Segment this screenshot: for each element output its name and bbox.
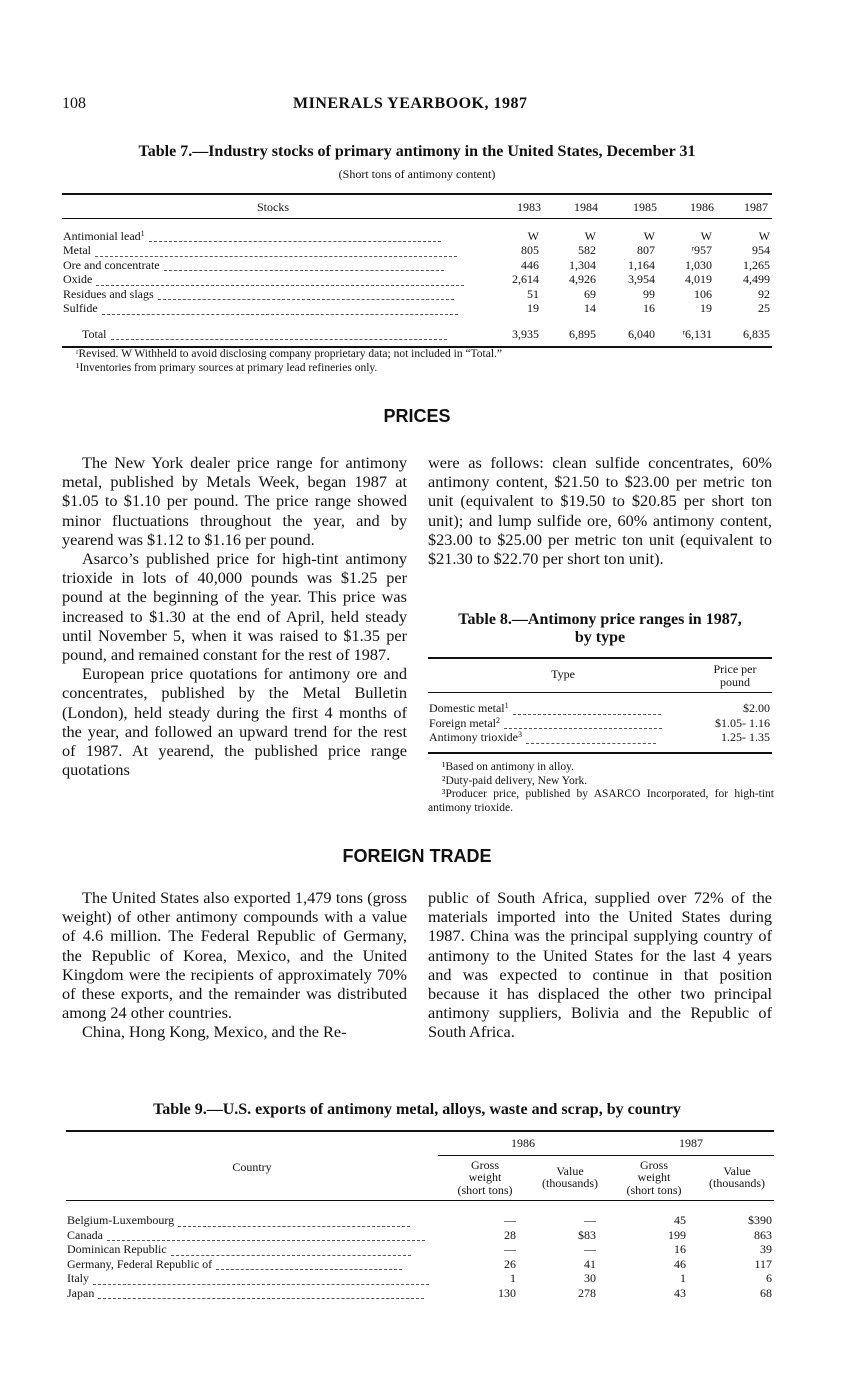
paragraph: were as follows: clean sulfide concentrates, 60% antimony content, $21.50 to $23.00 per metric ton unit (equivalent to $19.50 to $20.85 per short ton unit); and lump sulfide ore, 60% antimony content, $23.00 to $25.00 per metric ton unit (equivalent to $21.30 to $22.70 per short ton unit). — [428, 453, 772, 569]
footnote: ¹Based on antimony in alloy. — [442, 761, 575, 773]
paragraph: European price quotations for antimony ore and concentrates, published by the Metal Bulletin (London), held steady during the first 4 months of the year, and followed an upward trend for the rest of 1987. At yearend, the published price range quotations — [62, 664, 407, 780]
table-row: Germany, Federal Republic of 26 41 46 117 — [67, 1256, 772, 1271]
table-row: Canada 28 $83 199 863 — [67, 1227, 772, 1242]
table8-col-type: Type — [551, 667, 575, 682]
running-title: MINERALS YEARBOOK, 1987 — [293, 95, 528, 112]
table8-footnotes — [428, 761, 774, 815]
table-row: Ore and concentrate 446 1,304 1,164 1,030 1,265 — [63, 257, 770, 272]
table-row: Italy 1 30 1 6 — [67, 1271, 772, 1285]
table9-caption: Table 9.—U.S. exports of antimony metal, alloys, waste and scrap, by country — [153, 1101, 681, 1118]
table7-col-year: 1986 — [690, 200, 714, 214]
table7-col-year: 1985 — [633, 200, 657, 214]
table-row: Sulfide 19 14 16 19 25 — [63, 301, 770, 315]
prices-left-column — [62, 453, 407, 779]
table7 — [62, 193, 772, 348]
table-row: Belgium-Luxembourg — — 45 $390 — [67, 1213, 772, 1227]
table9-year-1987: 1987 — [608, 1131, 774, 1155]
foreign-trade-left-column — [62, 888, 407, 1042]
table-row: Antimony trioxide$^3$ 1.25- 1.35 — [428, 730, 772, 753]
table7-col-stocks: Stocks — [256, 200, 289, 214]
table9-col-value: Value (thousands) — [709, 1163, 765, 1191]
table9-col-gross: Gross weight (short tons) — [457, 1157, 513, 1197]
table7-footnotes — [76, 348, 776, 375]
table7-col-year: 1987 — [744, 200, 768, 214]
table7-col-year: 1984 — [574, 200, 598, 214]
table-row: Domestic metal$^1$ $2.00 — [429, 701, 770, 715]
page-number: 108 — [62, 95, 86, 112]
table-row: Dominican Republic — — 16 39 — [67, 1242, 772, 1256]
table7-subtitle: (Short tons of antimony content) — [338, 167, 496, 181]
footnote: ʳRevised. W Withheld to avoid disclosing company proprietary data; not included in “Total.” — [76, 348, 502, 360]
table8-col-price: Price per pound — [713, 662, 757, 689]
table-row: Foreign metal$^2$ $1.05- 1.16 — [429, 715, 770, 730]
table9-col-country: Country — [232, 1160, 272, 1175]
table-row: Residues and slags 51 69 99 106 92 — [63, 286, 770, 301]
table-row: Antimonial lead$^1$ W W W W W — [63, 228, 770, 243]
section-heading-prices: PRICES — [383, 406, 451, 426]
footnote: ¹Inventories from primary sources at primary lead refineries only. — [76, 361, 378, 374]
table-row: Japan 130 278 43 68 — [67, 1285, 772, 1300]
table7-col-year: 1983 — [517, 200, 541, 214]
section-heading-foreign-trade: FOREIGN TRADE — [342, 846, 492, 866]
paragraph: China, Hong Kong, Mexico, and the Re- — [82, 1022, 347, 1042]
table7-caption: Table 7.—Industry stocks of primary antimony in the United States, December 31 — [138, 143, 696, 160]
paragraph: The New York dealer price range for antimony metal, published by Metals Week, began 1987 at $1.05 to $1.10 per pound. The price range showed minor fluctuations throughout the year, and by yearend was $1.12 to $1.16 per pound. — [62, 453, 407, 549]
table-total-row: Total 3,935 6,895 6,040 ʳ6,131 6,835 — [62, 328, 772, 348]
paragraph: The United States also exported 1,479 tons (gross weight) of other antimony compounds with a value of 4.6 million. The Federal Republic of Germany, the Republic of Korea, Mexico, and the United Kingdom were the recipients of approximately 70% of these exports, and the remainder was distributed among 24 other countries. — [62, 888, 407, 1023]
table-row: Metal 805 582 807 ʳ957 954 — [63, 243, 770, 257]
table9 — [66, 1130, 774, 1300]
table-row: Oxide 2,614 4,926 3,954 4,019 4,499 — [63, 272, 770, 286]
table9-col-gross: Gross weight (short tons) — [626, 1157, 682, 1197]
table9-col-value: Value (thousands) — [542, 1163, 598, 1191]
table9-year-1986: 1986 — [438, 1131, 608, 1155]
table8 — [428, 657, 772, 754]
paragraph: public of South Africa, supplied over 72% of the materials imported into the United States during 1987. China was the principal supplying country of antimony to the United States for the last 4 years and was expected to continue in that position because it has displaced the other two principal antimony suppliers, Bolivia and the Republic of South Africa. — [428, 888, 772, 1042]
foreign-trade-right-column — [428, 888, 772, 1042]
paragraph: Asarco’s published price for high-tint antimony trioxide in lots of 40,000 pounds was $1.25 per pound at the beginning of the year. This price was increased to $1.30 at the end of April, held steady until November 5, when it was raised to $1.35 per pound, and remained constant for the rest of 1987. — [62, 549, 407, 665]
prices-right-column — [428, 453, 772, 568]
table8-caption: Table 8.—Antimony price ranges in 1987, by type — [458, 611, 742, 646]
footnote: ³Producer price, published by ASARCO Incorporated, for high-tint antimony trioxide. — [428, 788, 774, 814]
footnote: ²Duty-paid delivery, New York. — [442, 774, 588, 787]
